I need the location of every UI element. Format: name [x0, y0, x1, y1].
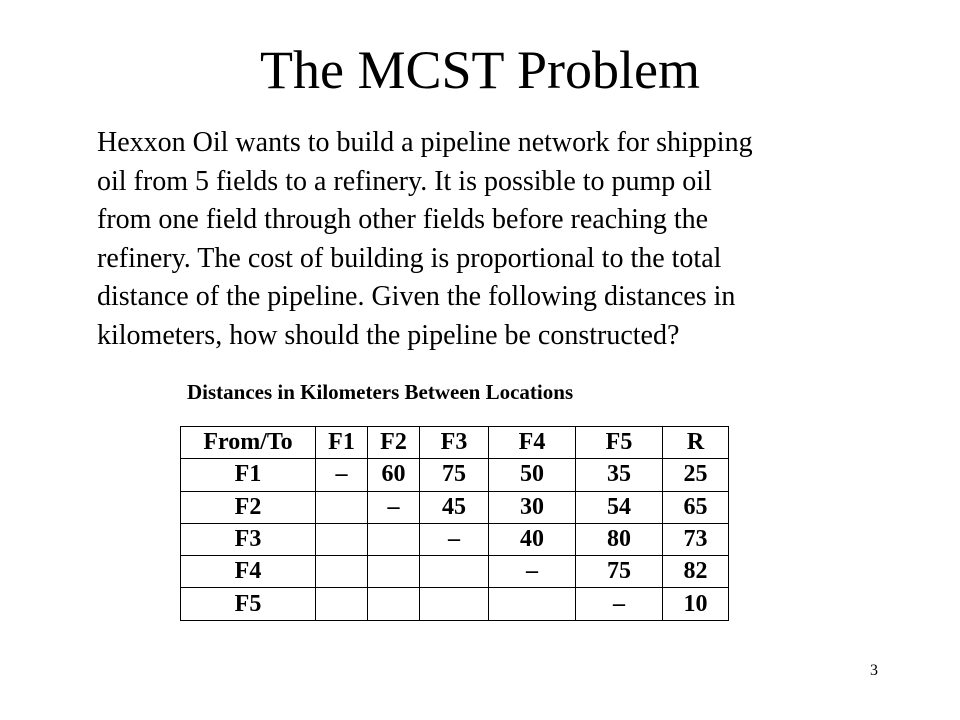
page-number: 3 — [870, 662, 878, 679]
row-label-cell: F4 — [181, 556, 316, 588]
table-cell: 45 — [420, 491, 489, 523]
table-row — [181, 491, 729, 523]
table-cell — [420, 588, 489, 620]
header-cell: F4 — [489, 427, 576, 459]
table-cell — [368, 588, 420, 620]
table-cell: – — [316, 459, 368, 491]
row-label-cell: F3 — [181, 523, 316, 555]
row-label-cell: F2 — [181, 491, 316, 523]
table-cell — [420, 556, 489, 588]
table-cell: 25 — [663, 459, 729, 491]
table-caption: Distances in Kilometers Between Locations — [187, 380, 574, 404]
table-cell: 73 — [663, 523, 729, 555]
table-cell: 35 — [576, 459, 663, 491]
table-cell — [368, 556, 420, 588]
header-cell: F2 — [368, 427, 420, 459]
table-cell: 75 — [420, 459, 489, 491]
table-row — [181, 588, 729, 620]
distance-table — [180, 426, 729, 621]
table-cell: – — [489, 556, 576, 588]
table-cell: 54 — [576, 491, 663, 523]
table-cell: 65 — [663, 491, 729, 523]
table-cell: – — [576, 588, 663, 620]
table-cell: 75 — [576, 556, 663, 588]
table-row — [181, 556, 729, 588]
description-line: distance of the pipeline. Given the following distances in — [97, 281, 736, 312]
table-cell — [316, 523, 368, 555]
table-cell: 82 — [663, 556, 729, 588]
table-cell — [316, 556, 368, 588]
table-cell: 80 — [576, 523, 663, 555]
table-cell — [368, 523, 420, 555]
header-cell: R — [663, 427, 729, 459]
description-line: oil from 5 fields to a refinery. It is possible to pump oil — [97, 165, 712, 197]
header-cell: F1 — [316, 427, 368, 459]
table-cell: 10 — [663, 588, 729, 620]
row-label-cell: F1 — [181, 459, 316, 491]
table-cell — [489, 588, 576, 620]
table-cell: 60 — [368, 459, 420, 491]
table-cell — [316, 491, 368, 523]
table-cell — [316, 588, 368, 620]
header-cell: F5 — [576, 427, 663, 459]
description-line: from one field through other fields before reaching the — [97, 204, 709, 235]
table-header-row — [181, 427, 729, 459]
problem-description — [97, 124, 877, 355]
description-line: Hexxon Oil wants to build a pipeline network for shipping — [97, 127, 753, 158]
header-cell: From/To — [181, 427, 316, 459]
description-line: refinery. The cost of building is proportional to the total — [97, 242, 722, 274]
description-line: kilometers, how should the pipeline be constructed? — [97, 319, 680, 351]
table-cell: – — [420, 523, 489, 555]
table-cell: 50 — [489, 459, 576, 491]
header-cell: F3 — [420, 427, 489, 459]
table-row — [181, 523, 729, 555]
table-row — [181, 459, 729, 491]
row-label-cell: F5 — [181, 588, 316, 620]
slide-title: The MCST Problem — [259, 40, 700, 100]
table-cell: – — [368, 491, 420, 523]
table-cell: 30 — [489, 491, 576, 523]
table-cell: 40 — [489, 523, 576, 555]
